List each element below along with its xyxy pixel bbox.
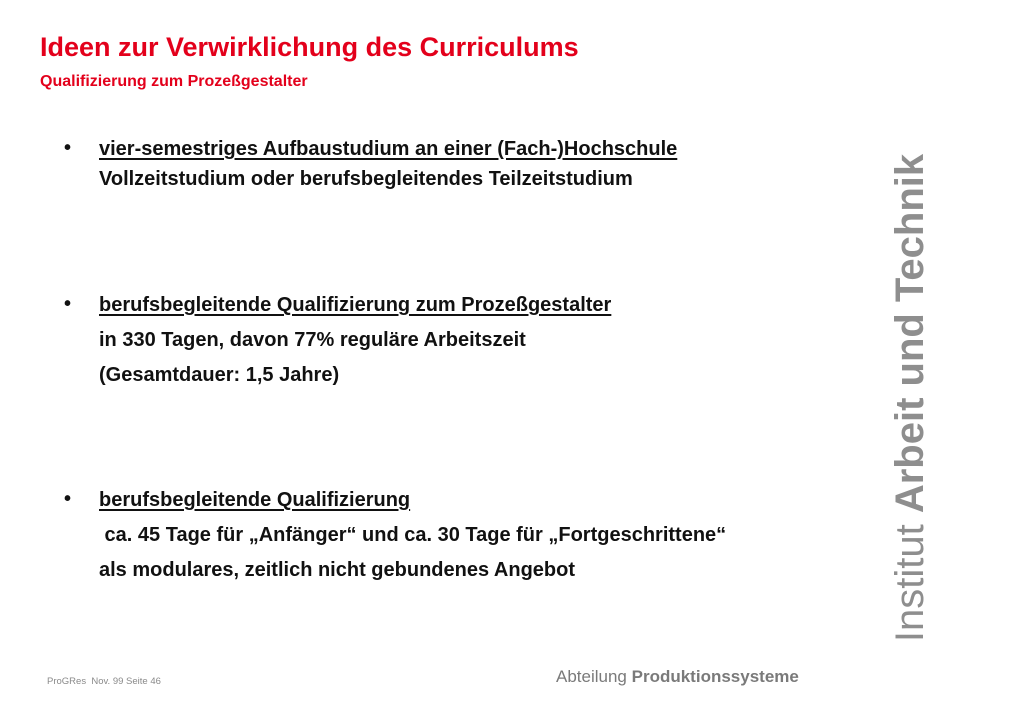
bullet-2: • (64, 293, 72, 315)
bullet-3: • (64, 488, 72, 510)
section-2-line-1: in 330 Tagen, davon 77% reguläre Arbeitszeit (99, 329, 526, 351)
footer-department-label: Abteilung (556, 667, 627, 686)
footer-department (556, 667, 799, 687)
section-2-line-2: (Gesamtdauer: 1,5 Jahre) (99, 364, 340, 386)
section-1-heading: vier-semestriges Aufbaustudium an einer (Fach-)Hochschule (99, 138, 678, 160)
section-1-line-1: Vollzeitstudium oder berufsbegleitendes Teilzeitstudium (99, 168, 633, 190)
section-3-line-1: ca. 45 Tage für „Anfänger“ und ca. 30 Tage für „Fortgeschrittene“ (99, 524, 727, 546)
page-title: Ideen zur Verwirklichung des Curriculums (40, 32, 579, 62)
page-subtitle: Qualifizierung zum Prozeßgestalter (40, 73, 308, 90)
institute-branding-bold: Arbeit und Technik (888, 153, 932, 514)
footer-department-name: Produktionssysteme (631, 667, 799, 686)
institute-branding (887, 154, 933, 642)
footer-page-info: ProGRes Nov. 99 Seite 46 (47, 676, 161, 687)
section-2-heading: berufsbegleitende Qualifizierung zum Prozeßgestalter (99, 294, 612, 316)
section-3-heading: berufsbegleitende Qualifizierung (99, 489, 411, 511)
section-3-line-2: als modulares, zeitlich nicht gebundenes Angebot (99, 559, 575, 581)
institute-branding-light: Institut (888, 524, 932, 643)
bullet-1: • (64, 137, 72, 159)
